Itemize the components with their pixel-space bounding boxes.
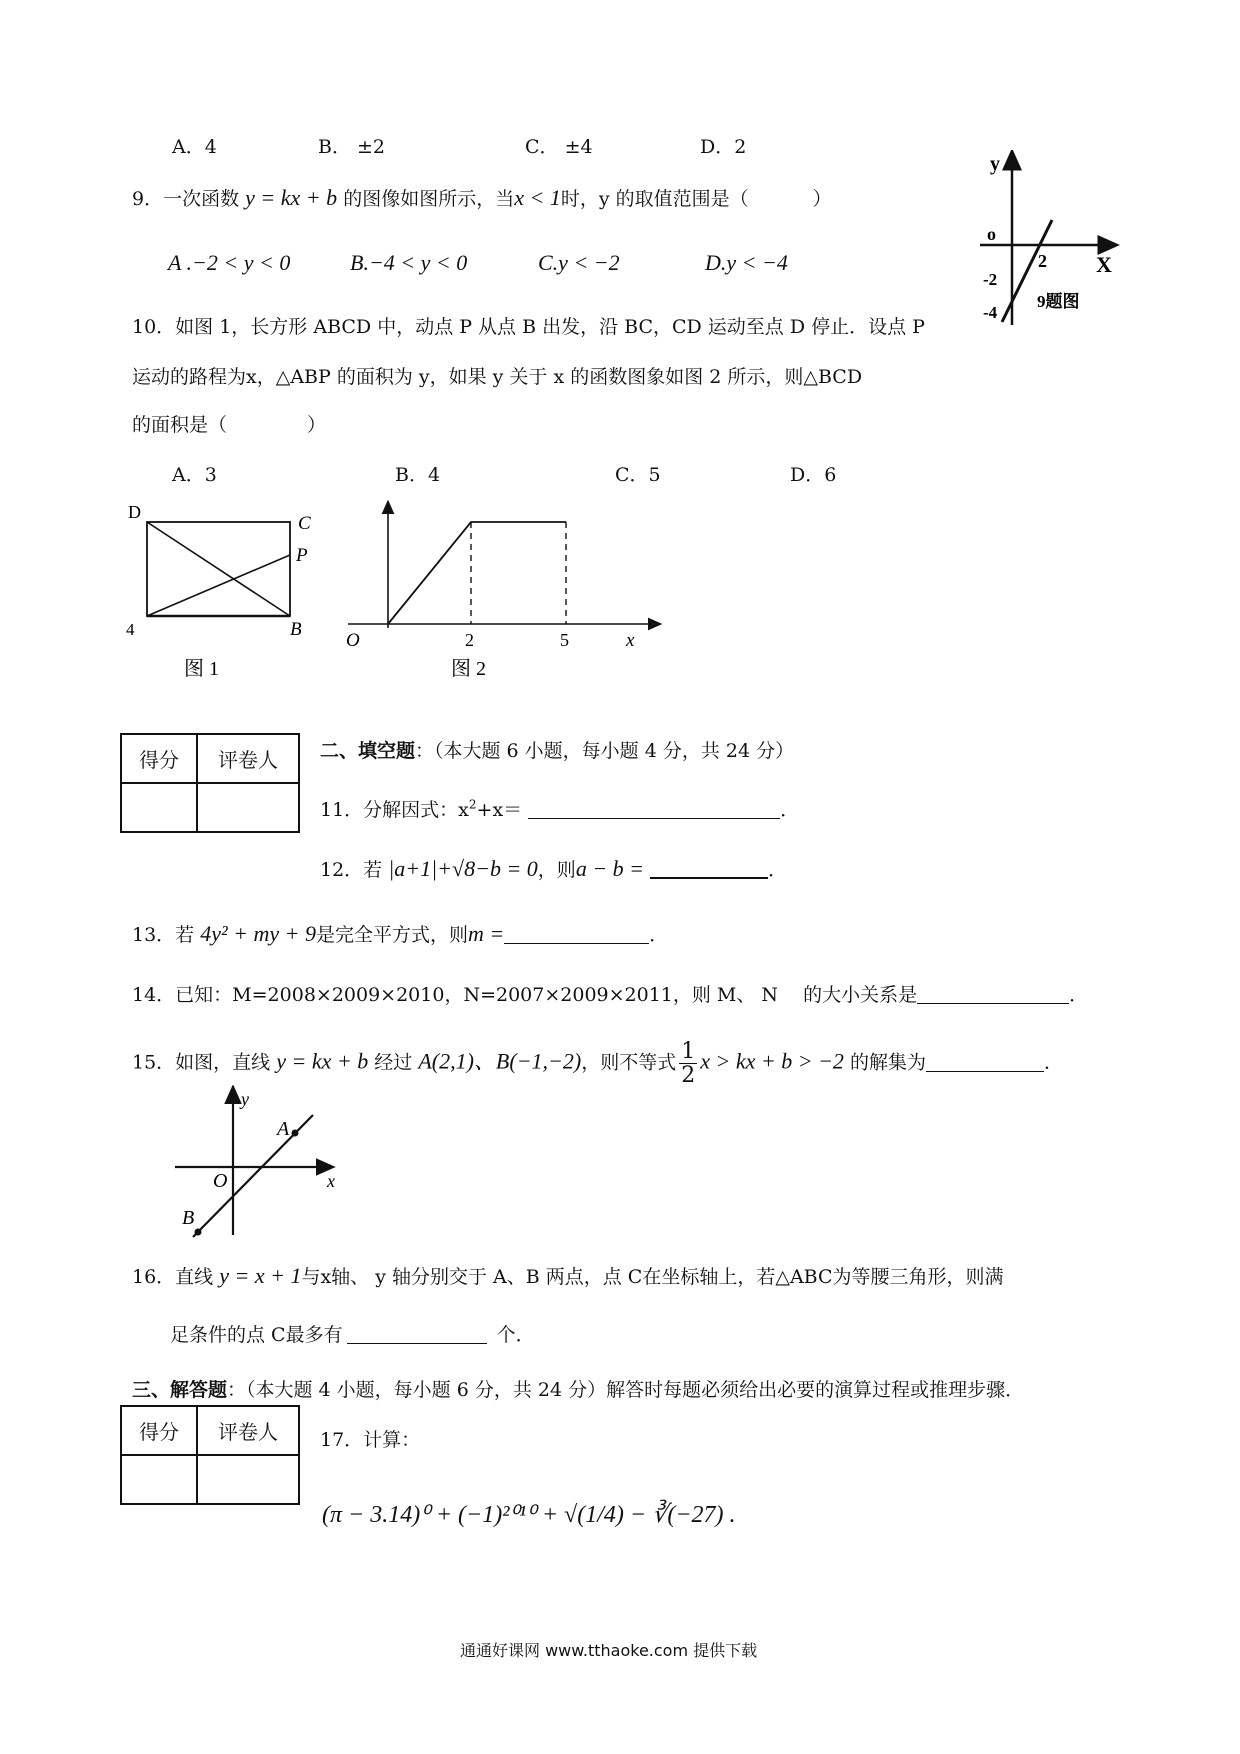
- q10-line2: 运动的路程为x，△ABP 的面积为 y，如果 y 关于 x 的函数图象如图 2 所示，则△BCD: [132, 366, 863, 388]
- label-p: P: [296, 545, 308, 566]
- q11-end: ．: [780, 799, 800, 821]
- q15-figure: [165, 1085, 355, 1245]
- q15-label-x: x: [327, 1171, 335, 1191]
- score-table-2: [120, 1405, 300, 1505]
- grader-cell[interactable]: [197, 783, 299, 832]
- fig1-caption: 图 1: [184, 658, 219, 680]
- q17-expression: (π − 3.14)⁰ + (−1)²⁰¹⁰ + √(1/4) − ∛(−27) .: [322, 1502, 736, 1528]
- q15-label-b: B: [182, 1207, 195, 1229]
- q9-stem-pre: 9．一次函数: [132, 188, 240, 210]
- section-3-title: 三、解答题: [132, 1379, 228, 1401]
- fig2-tick-2: 2: [465, 630, 474, 650]
- q14-answer-blank[interactable]: [917, 1003, 1069, 1004]
- q12-expr: |a+1|+√8−b = 0: [388, 856, 538, 881]
- q15-post: 的解集为: [849, 1051, 926, 1074]
- q10-line3-text: 的面积是（: [132, 414, 228, 436]
- score-header: 得分: [121, 1406, 197, 1455]
- q15-label-o: O: [213, 1170, 228, 1192]
- q9-stem-end: ）: [812, 188, 832, 210]
- q15: [132, 1040, 1063, 1087]
- fig2-label-o: O: [346, 630, 360, 651]
- q12: [320, 855, 787, 882]
- q9-label-y: y: [990, 153, 1000, 175]
- q9-label-2: 2: [1038, 251, 1047, 271]
- q10-figure-2: [338, 500, 668, 690]
- q12-mid: ，则: [537, 859, 576, 881]
- q16-line1-pre: 16．直线: [132, 1266, 214, 1288]
- fig2-label-x: x: [626, 630, 635, 651]
- q13-pre: 13．若: [132, 924, 195, 946]
- score-table-1: [120, 733, 300, 833]
- q10-line1: 10．如图 1，长方形 ABCD 中，动点 P 从点 B 出发，沿 BC，CD 运动至点 D 停止．设点 P: [132, 316, 925, 338]
- fig2-graph: [388, 522, 566, 624]
- q13-expr: 4y² + my + 9: [200, 921, 316, 946]
- q9-label-o: o: [987, 224, 996, 244]
- q13-expr2: m =: [467, 921, 505, 946]
- label-b: B: [290, 619, 302, 640]
- q8-option-b: B． ±2: [318, 136, 386, 158]
- q10-option-c: C．5: [615, 464, 661, 486]
- q12-pre: 12．若: [320, 859, 383, 881]
- q9-option-a: A .−2 < y < 0: [168, 250, 291, 275]
- q11-post: +x＝: [476, 799, 523, 821]
- q16-line1: [132, 1262, 1004, 1289]
- q16-line1-post: 与x轴、 y 轴分别交于 A、B 两点，点 C在坐标轴上，若△ABC为等腰三角形，则满: [301, 1266, 1004, 1288]
- q15-end: ．: [1043, 1051, 1063, 1074]
- q11: [320, 795, 799, 822]
- q9-func: y = kx + b: [245, 185, 338, 210]
- q9-option-d: D.y < −4: [705, 250, 788, 275]
- q10-option-d: D．6: [790, 464, 837, 486]
- q8-option-d: D．2: [700, 136, 747, 158]
- q9-stem-mid2: 时，y 的取值范围是（: [560, 188, 749, 210]
- section-3-desc: ：（本大题 4 小题，每小题 6 分，共 24 分）解答时每题必须给出必要的演算过程或推理步骤．: [227, 1379, 1025, 1401]
- q11-pre: 11．分解因式：x: [320, 799, 469, 821]
- q14: [132, 980, 1088, 1007]
- q10-option-a: A．3: [172, 464, 217, 486]
- q16-answer-blank[interactable]: [347, 1343, 487, 1344]
- q9-caption: 9题图: [1037, 292, 1080, 311]
- q17-title: 17．计算：: [320, 1429, 421, 1451]
- q12-expr2: a − b =: [575, 856, 645, 881]
- q15-answer-blank[interactable]: [926, 1071, 1044, 1072]
- q12-answer-blank[interactable]: [650, 877, 768, 879]
- q13-answer-blank[interactable]: [504, 943, 649, 944]
- q15-expr2: A(2,1)、B(−1,−2): [418, 1048, 582, 1074]
- point-b: [195, 1229, 202, 1236]
- section-3-heading: [132, 1375, 1024, 1402]
- q15-fraction: $\frac{1}{2}$: [681, 1039, 696, 1089]
- q10-line3-end: ）: [307, 414, 327, 436]
- q13-end: ．: [649, 924, 669, 946]
- q9-stem-mid: 的图像如图所示，当: [343, 188, 515, 210]
- q10-line3: [132, 410, 326, 437]
- q15-mid2: ，则不等式: [581, 1051, 677, 1074]
- q12-end: ．: [768, 859, 788, 881]
- fig2-tick-5: 5: [560, 630, 569, 650]
- grader-header: 评卷人: [197, 1406, 299, 1455]
- q15-label-a: A: [277, 1118, 290, 1140]
- q9-option-b: B.−4 < y < 0: [350, 250, 468, 275]
- q16-expr: y = x + 1: [219, 1263, 302, 1288]
- grader-cell[interactable]: [197, 1455, 299, 1504]
- q9-label-m2: -2: [983, 270, 998, 289]
- point-a: [292, 1130, 299, 1137]
- q15-expr1: y = kx + b: [276, 1048, 369, 1074]
- q13: [132, 920, 668, 947]
- section-2-desc: ：（本大题 6 小题，每小题 4 分，共 24 分）: [415, 740, 795, 762]
- q9-stem: [132, 184, 832, 211]
- q16-line2: [170, 1320, 535, 1347]
- q15-label-y: y: [241, 1089, 249, 1109]
- q10-option-b: B．4: [395, 464, 441, 486]
- score-cell[interactable]: [121, 1455, 197, 1504]
- section-2-title: 二、填空题: [320, 740, 416, 762]
- q8-option-c: C． ±4: [525, 136, 593, 158]
- segment-ap: [147, 555, 290, 616]
- q13-mid: 是完全平方式，则: [315, 924, 468, 946]
- label-a: 4: [126, 620, 135, 639]
- section-2-heading: [320, 736, 794, 763]
- q10-figure-1: [122, 500, 322, 690]
- q9-cond: x < 1: [514, 185, 561, 210]
- score-header: 得分: [121, 734, 197, 783]
- q14-text: 14．已知：M=2008×2009×2010，N=2007×2009×2011，则 M、 N 的大小关系是: [132, 984, 918, 1006]
- fig2-caption: 图 2: [451, 658, 486, 680]
- q9-label-m4: -4: [983, 303, 998, 322]
- q15-pre: 15．如图，直线: [132, 1051, 271, 1074]
- score-cell[interactable]: [121, 783, 197, 832]
- q14-end: ．: [1069, 984, 1089, 1006]
- q11-answer-blank[interactable]: [528, 818, 780, 819]
- q9-figure: [970, 150, 1120, 330]
- label-c: C: [298, 513, 311, 534]
- q15-mid: 经过: [374, 1051, 413, 1074]
- q16-line2-pre: 足条件的点 C最多有: [170, 1324, 343, 1346]
- q8-option-a: A．4: [172, 136, 217, 158]
- grader-header: 评卷人: [197, 734, 299, 783]
- q9-label-x: X: [1096, 252, 1112, 277]
- footer: 通通好课网 www.tthaoke.com 提供下载: [460, 1641, 758, 1660]
- q9-option-c: C.y < −2: [538, 250, 620, 275]
- q16-line2-end: 个．: [496, 1324, 535, 1346]
- q15-expr3: x > kx + b > −2: [700, 1048, 844, 1074]
- diagonal-db: [147, 522, 290, 616]
- label-d: D: [128, 502, 141, 522]
- q11-sup: 2: [468, 797, 477, 812]
